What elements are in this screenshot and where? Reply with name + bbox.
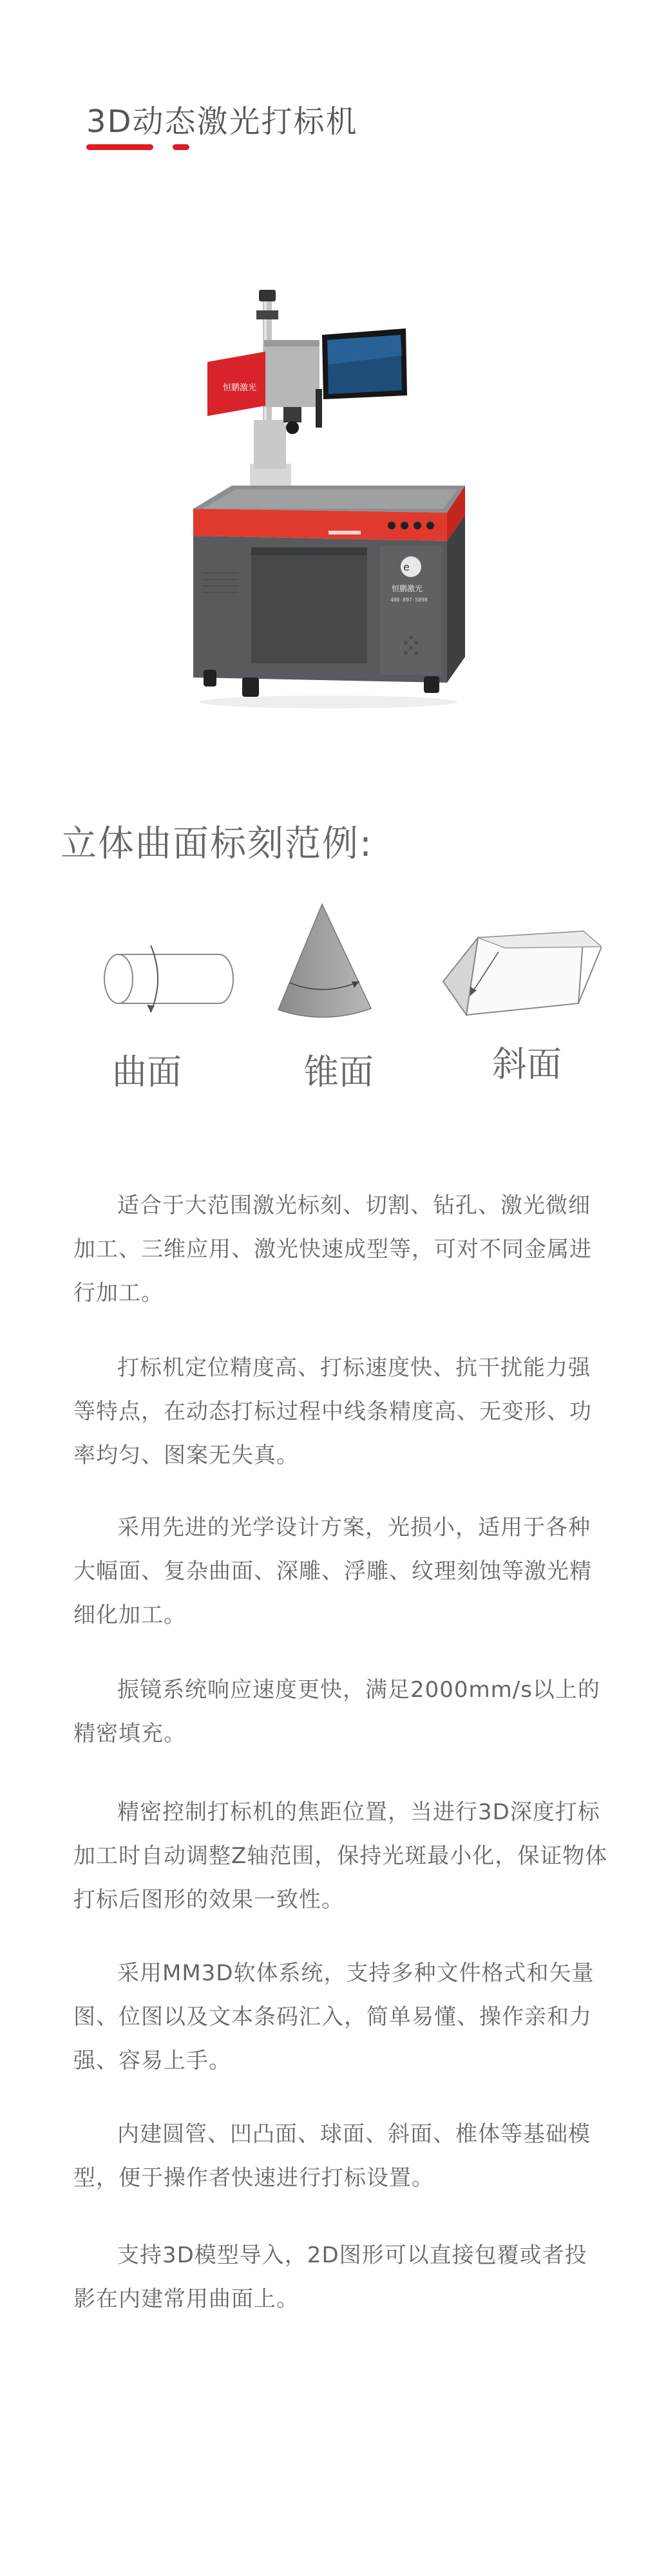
label-inclined-surface: 斜面 [492, 1044, 562, 1084]
label-conical-surface: 锥面 [304, 1052, 374, 1092]
paragraph-7: 内建圆管、凹凸面、球面、斜面、椎体等基础模型，便于操作者快速进行打标设置。 [73, 2121, 591, 2191]
foot [242, 677, 259, 697]
panel-phone-text: 400-897-5898 [390, 597, 428, 603]
laser-head [264, 340, 319, 407]
paragraph-2: 打标机定位精度高、打标速度快、抗干扰能力强等特点，在动态打标过程中线条精度高、无变形、功率均匀、图案无失真。 [73, 1355, 592, 1468]
foot [204, 670, 216, 687]
red-front-band [193, 509, 447, 541]
paragraph-8: 支持3D模型导入，2D图形可以直接包覆或者投影在内建常用曲面上。 [73, 2242, 587, 2312]
paragraph-5: 精密控制打标机的焦距位置，当进行3D深度打标加工时自动调整Z轴范围，保持光斑最小化，保证物体打标后图形的效果一致性。 [73, 1799, 608, 1913]
paragraph-4: 振镜系统响应速度更快，满足2000mm/s以上的精密填充。 [73, 1677, 600, 1747]
examples-heading: 立体曲面标刻范例: [61, 823, 373, 865]
laser-marking-machine-image [187, 270, 470, 721]
panel-logo-text: 恒鹏激光 [392, 584, 423, 593]
label-curved-surface: 曲面 [112, 1052, 182, 1092]
title-underline-short [173, 144, 189, 150]
wedge-icon [441, 925, 602, 1021]
foot [424, 676, 439, 693]
paragraph-6: 采用MM3D软体系统，支持多种文件格式和矢量图、位图以及文本条码汇入，简单易懂、操作亲和力强、容易上手。 [73, 1960, 595, 2074]
cone-icon [273, 900, 383, 1027]
cylinder-icon [93, 938, 238, 1021]
paragraph-3: 采用先进的光学设计方案，光损小，适用于各种大幅面、复杂曲面、深雕、浮雕、纹理刻蚀等激光精细化加工。 [73, 1515, 592, 1628]
side-logo-text: 恒鹏激光 [223, 383, 257, 393]
title-underline-long [86, 144, 153, 150]
svg-text:e: e [403, 561, 410, 573]
paragraph-1: 适合于大范围激光标刻、切割、钻孔、激光微细加工、三维应用、激光快速成型等，可对不同金属进行加工。 [73, 1193, 592, 1306]
page-title: 3D动态激光打标机 [86, 104, 358, 140]
